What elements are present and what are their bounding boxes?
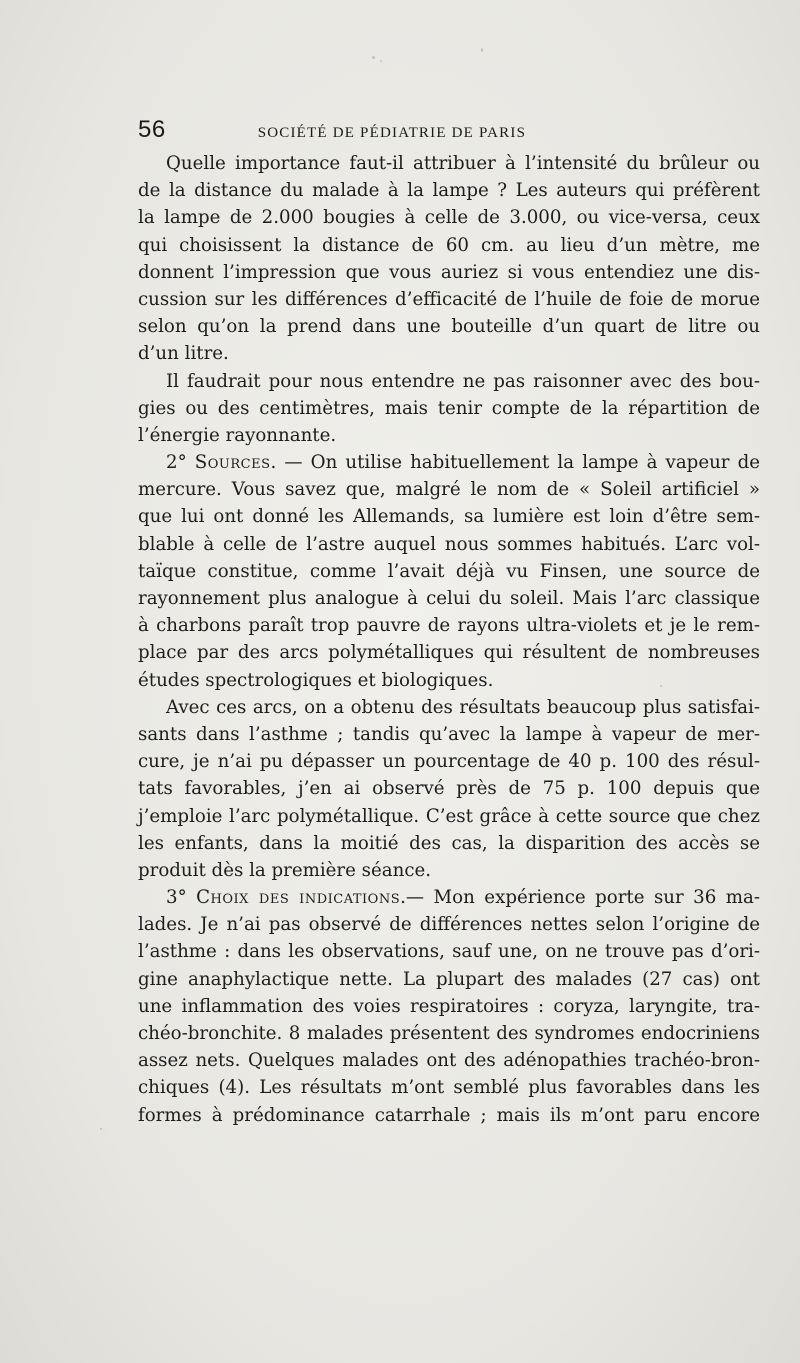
page-number: 56: [138, 116, 166, 143]
text-line: les enfants, dans la moitié des cas, la disparition des accès se: [138, 832, 760, 854]
section-text: . — On utilise habituellement la lampe à vapeur de: [270, 452, 761, 474]
text-line: assez nets. Quelques malades ont des adénopathies trachéo-bron-: [138, 1050, 760, 1072]
text-line: Avec ces arcs, on a obtenu des résultats beaucoup plus satisfai-: [166, 696, 760, 718]
text-line: l’asthme : dans les observations, sauf une, on ne trouve pas d’ori-: [138, 941, 760, 963]
text-line: j’emploie l’arc polymétallique. C’est grâce à cette source que chez: [138, 805, 760, 827]
text-line: place par des arcs polymétalliques qui résultent de nombreuses: [138, 642, 760, 664]
text-line: gine anaphylactique nette. La plupart des malades (27 cas) ont: [138, 968, 760, 990]
section-text: .— Mon expérience porte sur 36 ma-: [400, 887, 760, 909]
section-heading-line-choix: [138, 884, 760, 911]
text-line: tats favorables, j’en ai observé près de 75 p. 100 depuis que: [138, 778, 760, 800]
text-line: mercure. Vous savez que, malgré le nom de « Soleil artificiel »: [138, 479, 760, 501]
text-line: selon qu’on la prend dans une bouteille d’un quart de litre ou: [138, 316, 760, 338]
text-line: que lui ont donné les Allemands, sa lumière est loin d’être sem-: [138, 506, 760, 528]
section-number: 2°: [166, 452, 195, 474]
text-line: une inflammation des voies respiratoires : coryza, laryngite, tra-: [138, 995, 760, 1017]
text-line: formes à prédominance catarrhale ; mais ils m’ont paru encore: [138, 1104, 760, 1126]
text-line: de la distance du malade à la lampe ? Les auteurs qui préfèrent: [138, 180, 760, 202]
page-header: [138, 116, 778, 146]
text-line: Il faudrait pour nous entendre ne pas raisonner avec des bou-: [166, 370, 760, 392]
text-line: cure, je n’ai pu dépasser un pourcentage de 40 p. 100 des résul-: [138, 751, 760, 773]
text-line: donnent l’impression que vous auriez si vous entendiez une dis-: [138, 261, 760, 283]
section-title-choix: Choix des indications: [196, 887, 401, 909]
text-line: d’un litre.: [138, 343, 229, 365]
text-line: qui choisissent la distance de 60 cm. au lieu d’un mètre, me: [138, 234, 760, 256]
body-text: [138, 150, 760, 1129]
text-line: blable à celle de l’astre auquel nous sommes habitués. L’arc vol-: [138, 533, 760, 555]
text-line: la lampe de 2.000 bougies à celle de 3.000, ou vice-versa, ceux: [138, 207, 760, 229]
text-line: sants dans l’asthme ; tandis qu’avec la lampe à vapeur de mer-: [138, 723, 760, 745]
text-line: produit dès la première séance.: [138, 859, 432, 881]
section-title-sources: Sources: [194, 452, 271, 474]
section-heading-line-sources: [138, 449, 760, 476]
text-line: à charbons paraît trop pauvre de rayons ultra-violets et je le rem-: [138, 615, 760, 637]
text-line: rayonnement plus analogue à celui du soleil. Mais l’arc classique: [138, 588, 760, 609]
text-line: cussion sur les différences d’efficacité de l’huile de foie de morue: [138, 288, 760, 310]
text-line: Quelle importance faut-il attribuer à l’intensité du brûleur ou: [166, 153, 760, 174]
text-line: l’énergie rayonnante.: [138, 424, 337, 446]
text-line: lades. Je n’ai pas observé de différences nettes selon l’origine de: [138, 914, 760, 936]
text-line: études spectrologiques et biologiques.: [138, 669, 494, 691]
section-number: 3°: [166, 887, 197, 909]
text-line: gies ou des centimètres, mais tenir compte de la répartition de: [138, 397, 760, 419]
text-line: chéo-bronchite. 8 malades présentent des syndromes endocriniens: [138, 1023, 760, 1044]
text-line: taïque constitue, comme l’avait déjà vu Finsen, une source de: [138, 560, 760, 582]
running-head: SOCIÉTÉ DE PÉDIATRIE DE PARIS: [257, 125, 527, 141]
text-line: chiques (4). Les résultats m’ont semblé plus favorables dans les: [138, 1077, 760, 1099]
